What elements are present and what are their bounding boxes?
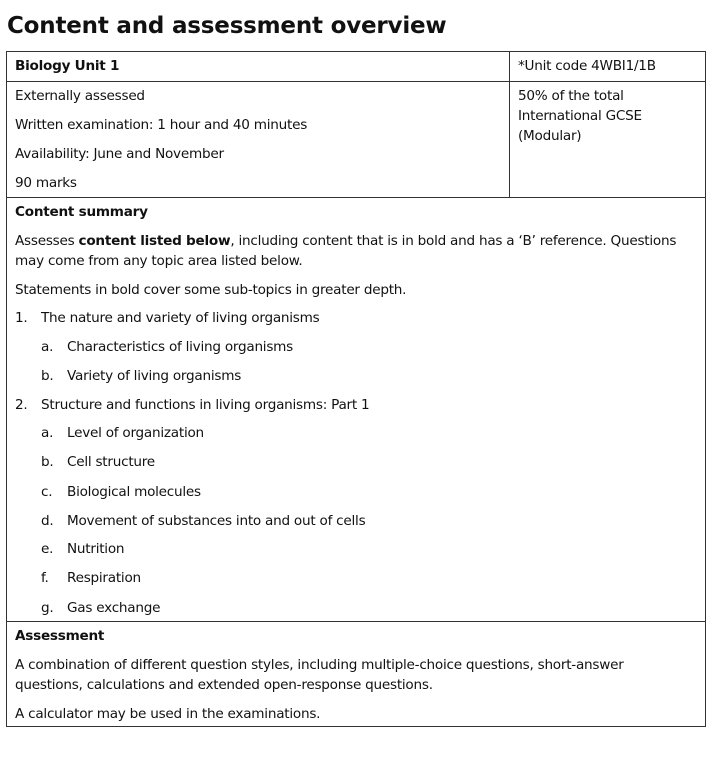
content-summary-section xyxy=(7,197,705,621)
subtopic-letter: d. xyxy=(41,513,54,529)
topic-number: 1. xyxy=(15,310,28,326)
subtopic-letter: b. xyxy=(41,454,54,470)
unit-name: Biology Unit 1 xyxy=(15,58,120,74)
assessment-description-line2: questions, calculations and extended open-response questions. xyxy=(15,677,433,693)
weighting-line: (Modular) xyxy=(518,128,582,144)
subtopic-item xyxy=(41,512,365,530)
unit-code: *Unit code 4WBI1/1B xyxy=(518,58,656,74)
subtopic-letter: e. xyxy=(41,541,54,557)
subtopic-letter: f. xyxy=(41,570,49,586)
assessment-description: A combination of different question styles, including multiple-choice questions, short-answer xyxy=(15,657,624,673)
weighting-line: International GCSE xyxy=(518,108,642,124)
overview-table xyxy=(6,51,706,727)
assessment-type: Externally assessed xyxy=(15,88,145,104)
assessment-heading: Assessment xyxy=(15,628,105,644)
availability: Availability: June and November xyxy=(15,146,224,162)
subtopic-title: Biological molecules xyxy=(67,484,201,500)
topic-item xyxy=(15,396,369,414)
unit-code-cell xyxy=(509,52,705,81)
subtopic-letter: c. xyxy=(41,484,53,500)
subtopic-title: Movement of substances into and out of cells xyxy=(67,513,366,529)
subtopic-title: Level of organization xyxy=(67,425,204,441)
subtopic-item xyxy=(41,483,201,501)
page-title: Content and assessment overview xyxy=(7,13,447,39)
intro-text: , including content that is in bold and has a ‘B’ reference. Questions xyxy=(230,233,677,249)
topic-item xyxy=(15,309,319,327)
subtopic-letter: a. xyxy=(41,425,54,441)
unit-details-row xyxy=(7,81,705,197)
subtopic-title: Cell structure xyxy=(67,454,155,470)
unit-header-row xyxy=(7,52,705,81)
intro-bold-text: content listed below xyxy=(78,233,231,249)
calculator-note: A calculator may be used in the examinations. xyxy=(15,706,321,722)
subtopic-item xyxy=(41,569,141,587)
subtopic-item xyxy=(41,599,160,617)
content-summary-intro xyxy=(15,232,676,250)
subtopic-title: Variety of living organisms xyxy=(67,368,242,384)
weighting-line: 50% of the total xyxy=(518,88,624,104)
unit-details-cell xyxy=(7,82,510,197)
subtopic-letter: g. xyxy=(41,600,54,616)
subtopic-item xyxy=(41,540,124,558)
subtopic-letter: b. xyxy=(41,368,54,384)
topic-title: The nature and variety of living organisms xyxy=(41,310,320,326)
subtopic-title: Nutrition xyxy=(67,541,125,557)
subtopic-item xyxy=(41,367,241,385)
subtopic-item xyxy=(41,453,155,471)
content-summary-intro-line2: may come from any topic area listed below. xyxy=(15,253,303,269)
subtopic-title: Characteristics of living organisms xyxy=(67,339,293,355)
exam-duration: Written examination: 1 hour and 40 minutes xyxy=(15,117,308,133)
unit-name-cell xyxy=(7,52,510,81)
subtopic-item xyxy=(41,424,204,442)
weighting-cell xyxy=(509,82,705,197)
total-marks: 90 marks xyxy=(15,175,77,191)
bold-statement-note: Statements in bold cover some sub-topics in greater depth. xyxy=(15,282,407,298)
subtopic-letter: a. xyxy=(41,339,54,355)
assessment-section xyxy=(7,621,705,726)
content-summary-heading: Content summary xyxy=(15,204,148,220)
subtopic-title: Gas exchange xyxy=(67,600,161,616)
topic-number: 2. xyxy=(15,397,28,413)
subtopic-item xyxy=(41,338,293,356)
topic-title: Structure and functions in living organisms: Part 1 xyxy=(41,397,370,413)
subtopic-title: Respiration xyxy=(67,570,141,586)
intro-text: Assesses xyxy=(15,233,79,249)
